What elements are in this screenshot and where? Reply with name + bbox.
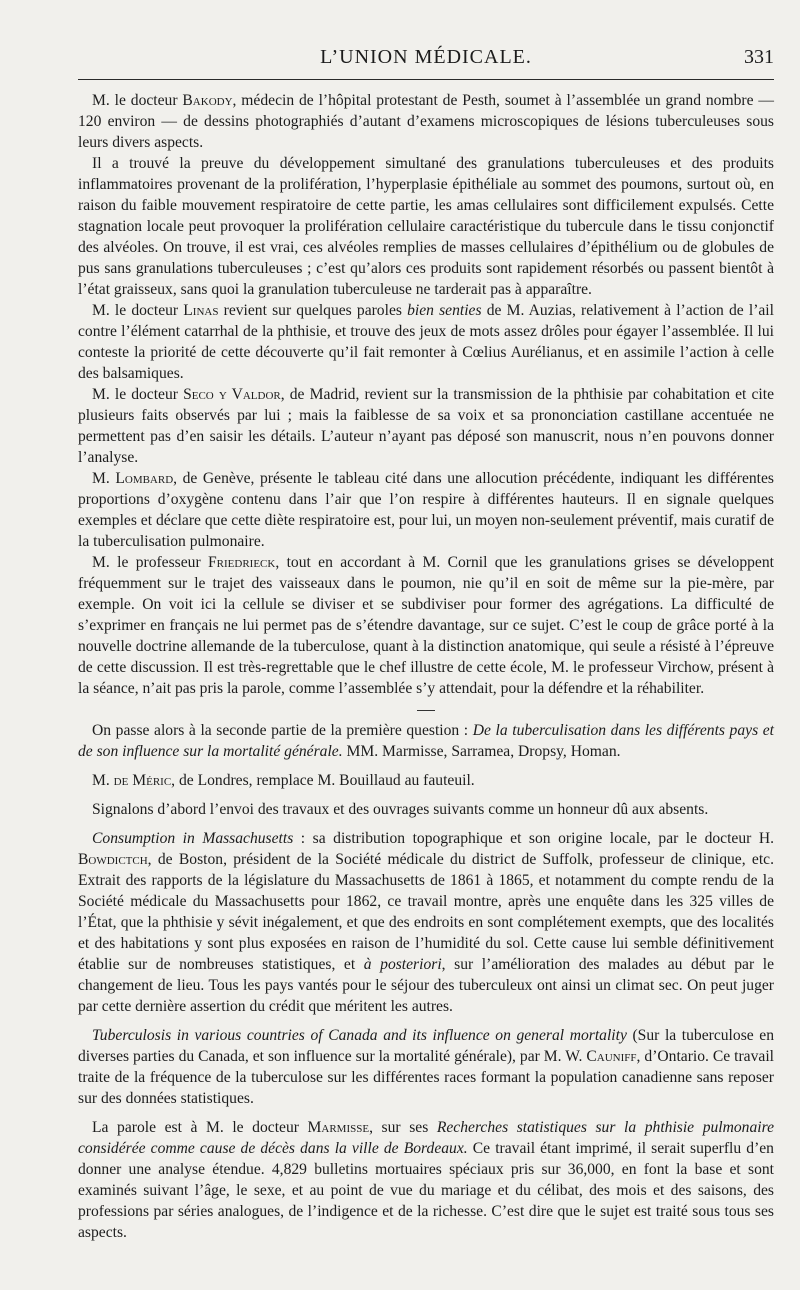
- person-name: Friedrieck: [208, 554, 276, 571]
- paragraph-bakody: M. le docteur Bakody, médecin de l’hôpital protestant de Pesth, soumet à l’assemblée un grand nombre — 120 environ — de dessins photographiés d’autant d’examens microscopiques de lésions tuberculeuses sous leurs divers aspects.: [78, 92, 774, 151]
- page-number: 331: [744, 46, 774, 68]
- person-name: Lombard: [115, 470, 174, 487]
- section-separator: [78, 699, 774, 720]
- person-name: Cauniff: [586, 1048, 637, 1065]
- paragraph-linas: M. le docteur Linas revient sur quelques paroles bien senties de M. Auzias, relativement à l’action de l’ail contre l’élément catarrhal de la phthisie, et trouve des jeux de mots assez drôles pour égayer l’assemblée. Il lui conteste la priorité de cette découverte qu’il fait remonter à Cœlius Aurélianus, et en assimile l’action à celle des balsamiques.: [78, 302, 774, 382]
- article-body: [78, 80, 774, 1243]
- paragraph-canada: Tuberculosis in various countries of Canada and its influence on general mortality (Sur la tuberculose en diverses parties du Canada, et son influence sur la mortalité générale), par M. W. Cauniff, d’Ontario. Ce travail traite de la fréquence de la tuberculose sur les différentes races formant la population canadienne sans reposer sur des données statistiques.: [78, 1027, 774, 1107]
- paragraph-granulations: Il a trouvé la preuve du développement simultané des granulations tuberculeuses et des produits inflammatoires provenant de la prolifération, l’hyperplasie épithéliale au sommet des poumons, surtout où, en raison du faible mouvement respiratoire de cette partie, les amas cellulaires sont difficilement expulsés. Cette stagnation locale peut provoquer la prolifération cellulaire caractéristique du tubercule dans le tissu conjonctif des alvéoles. On trouve, il est vrai, ces alvéoles remplies de masses cellulaires d’épithélium ou de globules de pus sans granulations tuberculeuses ; c’est qu’alors ces produits sont rapidement résorbés ou passent bientôt à l’état graisseux, sans quoi la granulation tuberculeuse ne tarderait pas à apparaître.: [78, 155, 774, 298]
- person-name: de Méric: [113, 772, 172, 789]
- paragraph-friedrieck: M. le professeur Friedrieck, tout en accordant à M. Cornil que les granulations grises se développent fréquemment sur le trajet des vaisseaux dans le poumon, nie qu’il en soit de même sur la pie-mère, par exemple. On voit ici la cellule se diviser et se subdiviser pour former des agrégations. La difficulté de s’exprimer en français ne lui permet pas de s’étendre davantage, sur ce sujet. C’est le coup de grâce porté à la nouvelle doctrine allemande de la tuberculose, quant à la distinction anatomique, qui seule a résisté à l’épreuve de cette discussion. Il est très-regrettable que le chef illustre de cette école, M. le professeur Virchow, présent à la séance, n’ait pas pris la parole, comme l’assemblée s’y attendait, pour la défendre et la réhabiliter.: [78, 554, 774, 697]
- page-header: [78, 40, 774, 80]
- paragraph-marmisse: La parole est à M. le docteur Marmisse, sur ses Recherches statistiques sur la phthisie pulmonaire considérée comme cause de décès dans la ville de Bordeaux. Ce travail étant imprimé, il serait superflu d’en donner une analyse étendue. 4,829 bulletins mortuaires spéciaux pris sur 36,000, en font la base et sont examinés suivant l’âge, le sexe, et au point de vue du mariage et du célibat, des mois et des saisons, des professions par séries analogues, de l’indigence et de la richesse. C’est dire que le sujet est traité sous tous ses aspects.: [78, 1119, 775, 1241]
- person-name: Seco y Valdor: [183, 386, 281, 403]
- person-name: Marmisse: [307, 1119, 370, 1136]
- paragraph-lombard: M. Lombard, de Genève, présente le tableau cité dans une allocution précédente, indiquant les différentes proportions d’oxygène contenu dans l’air que l’on respire à différentes hauteurs. Il en signale quelques exemples et déclare que cette diète respiratoire est, pour lui, un moyen non-seulement préventif, mais curatif de la tuberculisation pulmonaire.: [78, 470, 774, 550]
- paragraph-seco-y-valdor: M. le docteur Seco y Valdor, de Madrid, revient sur la transmission de la phthisie par cohabitation et cite plusieurs faits observés par lui ; mais la faiblesse de sa voix et sa prononciation castillane accentuée ne permettent pas d’en saisir les détails. L’auteur n’ayant pas déposé son manuscrit, nous n’en pouvons donner l’analyse.: [78, 386, 774, 466]
- person-name: Linas: [183, 302, 219, 319]
- person-name: Bakody: [182, 92, 233, 109]
- person-name: Bowdictch: [78, 851, 148, 868]
- paragraph-de-meric: M. de Méric, de Londres, remplace M. Bouillaud au fauteuil.: [92, 772, 475, 789]
- paragraph-massachusetts: Consumption in Massachusetts : sa distribution topographique et son origine locale, par le docteur H. Bowdictch, de Boston, président de la Société médicale du district de Suffolk, professeur de clinique, etc. Extrait des rapports de la législature du Massachusetts de 1861 à 1865, et notamment du compte rendu de la Société médicale du Massachusetts pour 1862, ce travail montre, après une enquête dans les 325 villes de l’État, que la phthisie y sévit inégalement, et que des endroits en sont complétement exempts, que des localités et des habitations y sont plus exposées en raison de l’humidité du sol. Cette cause lui semble définitivement établie sur de nombreuses statistiques, et à posteriori, sur l’amélioration des malades au début par le changement de lieu. Tous les pays vantés pour le séjour des tuberculeux ont ainsi un climat sec. On peut juger par cette dernière assertion du crédit que méritent les autres.: [78, 830, 775, 1015]
- running-title: L’UNION MÉDICALE.: [320, 46, 532, 68]
- paragraph-seconde-partie: On passe alors à la seconde partie de la première question : De la tuberculisation dans les différents pays et de son influence sur la mortalité générale. MM. Marmisse, Sarramea, Dropsy, Homan.: [78, 722, 774, 760]
- paragraph-signalons: Signalons d’abord l’envoi des travaux et des ouvrages suivants comme un honneur dû aux absents.: [92, 801, 709, 818]
